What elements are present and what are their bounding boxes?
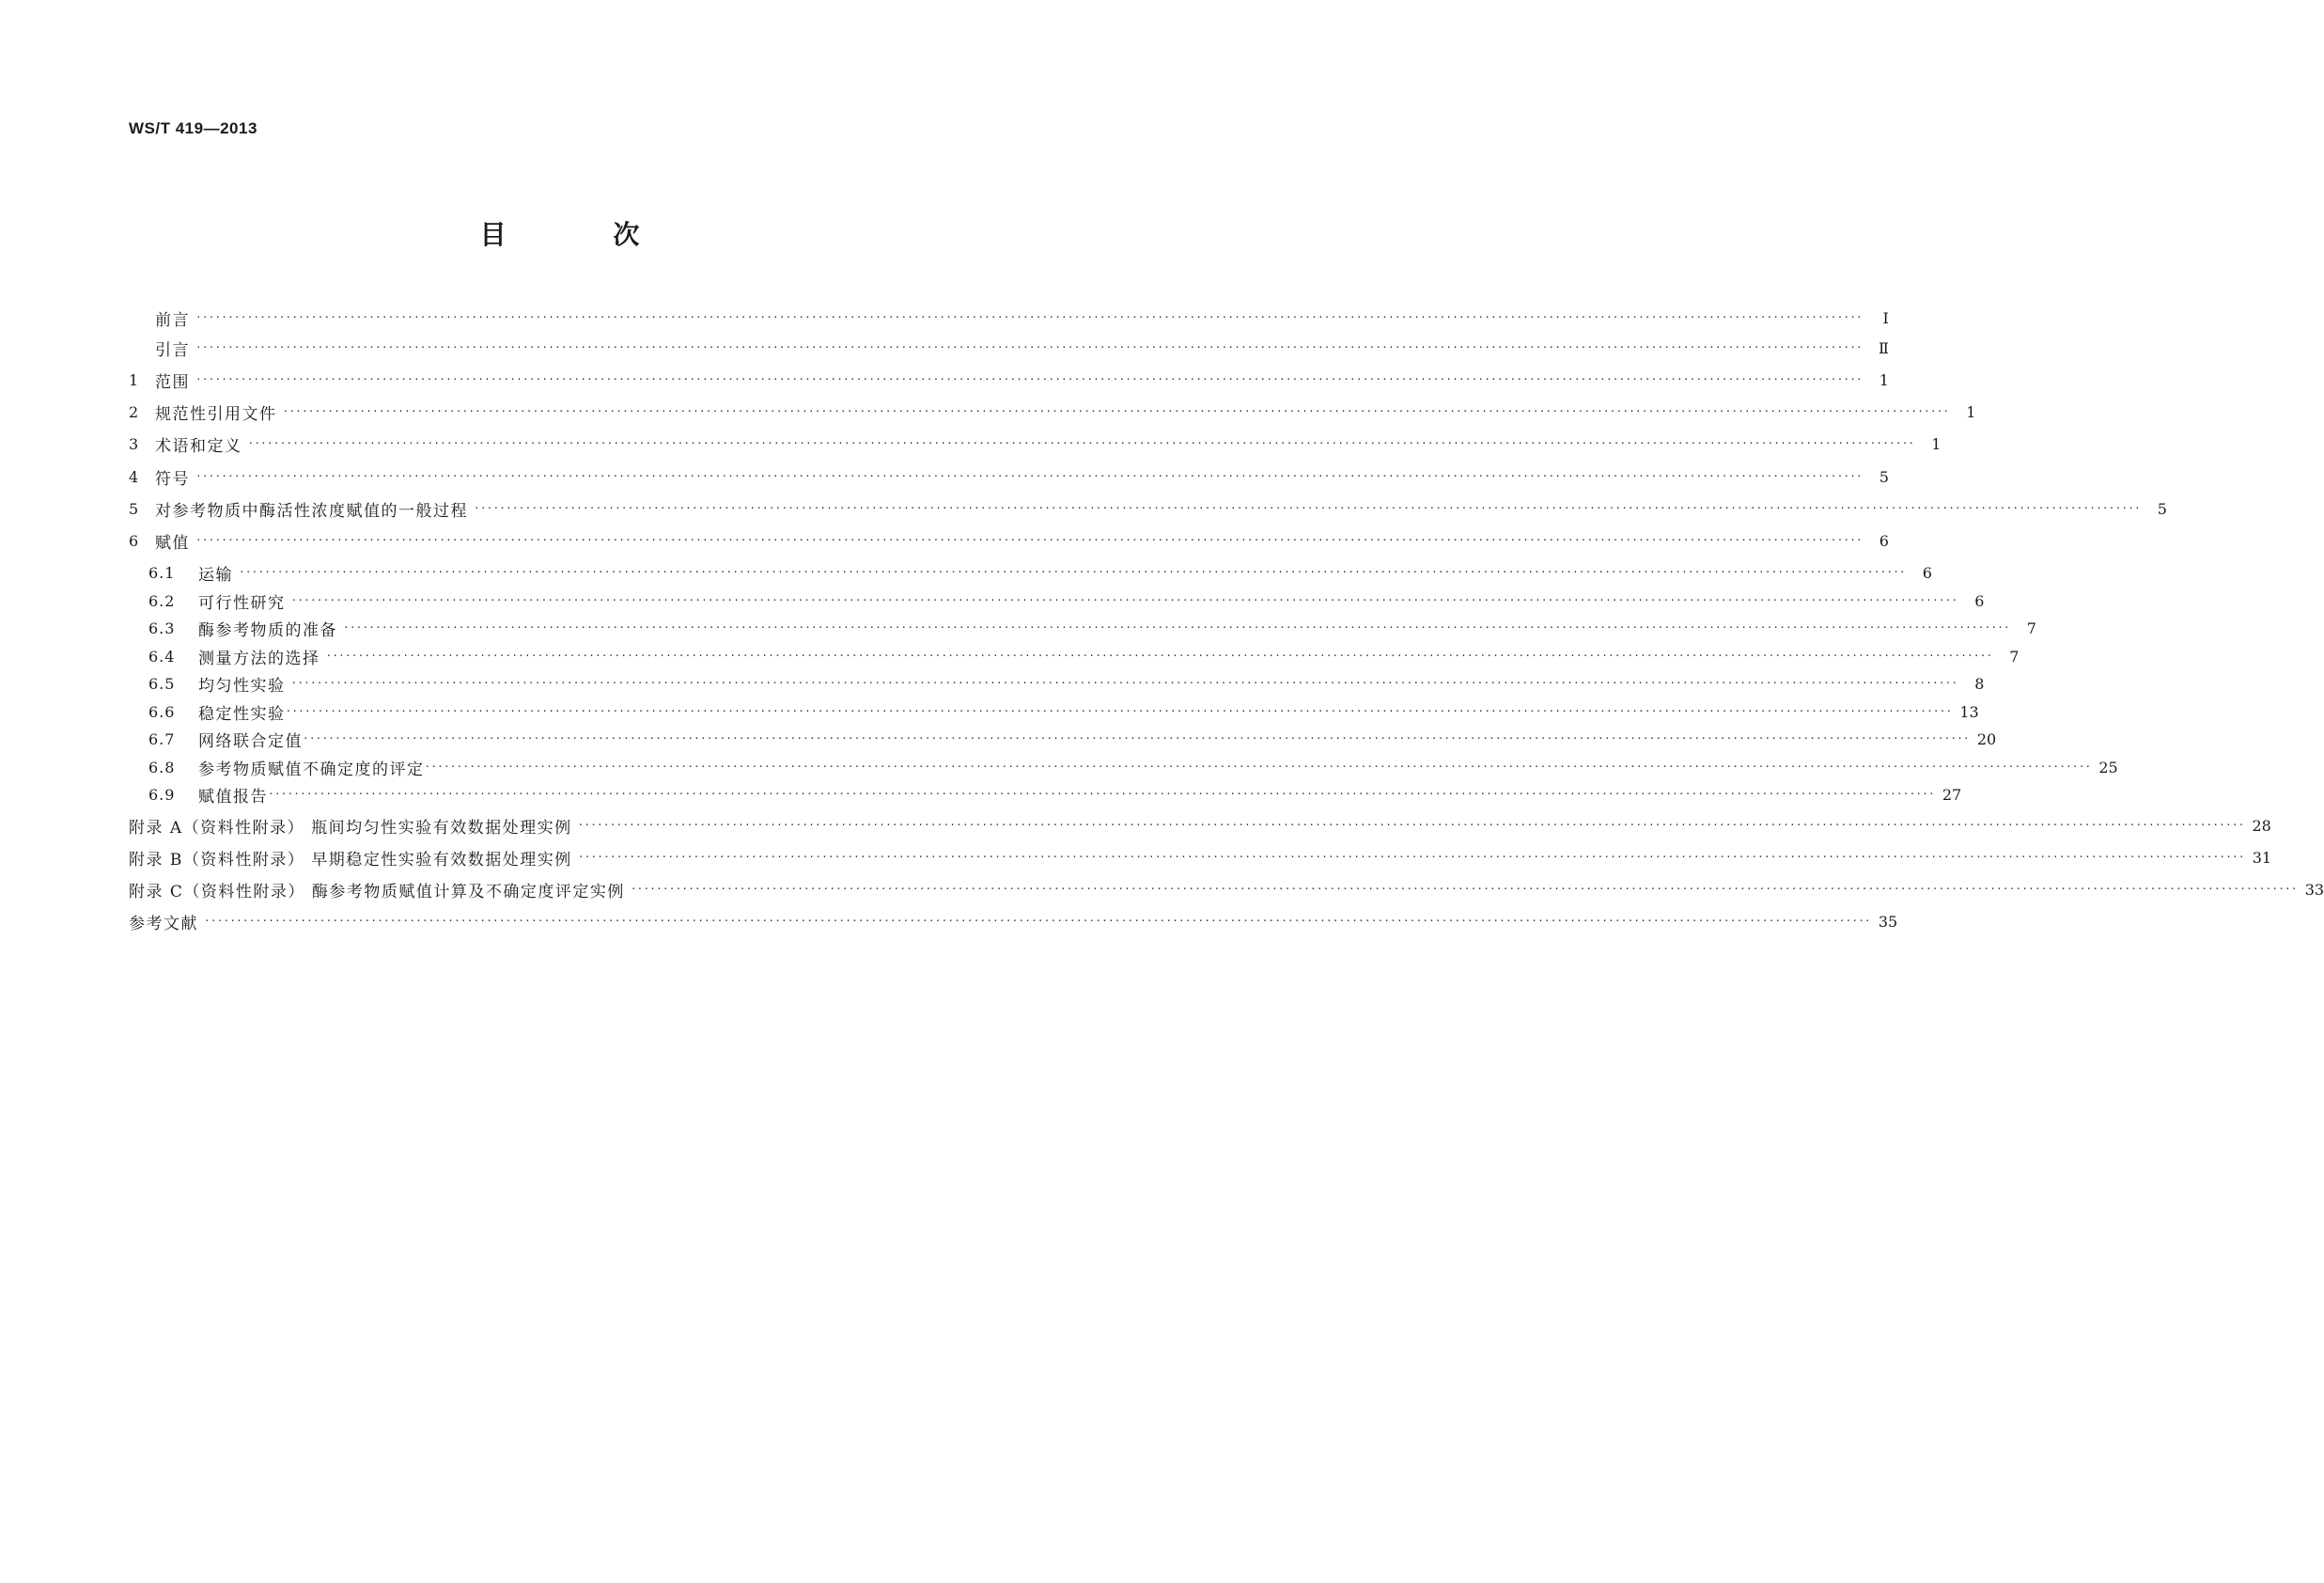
toc-page-number: 5	[2157, 499, 2167, 518]
toc-entry-5[interactable]	[129, 494, 2167, 523]
toc-label: 对参考物质中酶活性浓度赋值的一般过程	[155, 501, 468, 521]
toc-entry-6-8[interactable]	[148, 753, 2118, 781]
toc-number: 6.8	[148, 758, 176, 776]
toc-page-number: Ⅰ	[1882, 308, 1889, 327]
toc-page-number: 25	[2098, 758, 2118, 776]
dot-leader: ····································································································································································································································································	[247, 437, 1915, 449]
dot-leader: ····································································································································································································································································	[577, 851, 2245, 863]
toc-entry-6-5[interactable]	[148, 669, 1985, 697]
dot-leader: ····································································································································································································································································	[474, 502, 2141, 514]
dot-leader: ····································································································································································································································································	[195, 534, 1863, 546]
toc-label: 附录 A（资料性附录） 瓶间均匀性实验有效数据处理实例	[129, 818, 572, 838]
toc-number: 6	[129, 531, 139, 550]
toc-page-number: 7	[2009, 647, 2020, 666]
toc-page-number: 31	[2252, 848, 2272, 867]
toc-number: 4	[129, 467, 139, 486]
standard-code: WS/T 419—2013	[129, 119, 257, 137]
dot-leader: ····································································································································································································································································	[424, 760, 2092, 773]
toc-page-number: 1	[1931, 434, 1942, 453]
toc-entry-appendix-a[interactable]	[129, 811, 2271, 839]
toc-label: 网络联合定值	[198, 731, 303, 751]
toc-number: 2	[129, 402, 139, 421]
dot-leader: ····································································································································································································································································	[343, 621, 2010, 634]
toc-number: 6.6	[148, 702, 176, 721]
toc-page-number: 6	[1974, 591, 1985, 610]
dot-leader: ····································································································································································································································································	[195, 311, 1863, 323]
toc-page-number: 5	[1879, 467, 1889, 486]
toc-label: 赋值报告	[198, 787, 268, 807]
toc-entry-6-4[interactable]	[148, 642, 2020, 670]
toc-label: 可行性研究	[198, 593, 286, 613]
toc-label: 测量方法的选择	[198, 649, 320, 668]
toc-entry-3[interactable]	[129, 430, 1942, 458]
toc-label: 术语和定义	[155, 436, 242, 456]
dot-leader: ····································································································································································································································································	[577, 819, 2245, 831]
toc-entry-4[interactable]	[129, 462, 1889, 491]
toc-page-number: 1	[1879, 370, 1889, 389]
toc-label: 附录 C（资料性附录） 酶参考物质赋值计算及不确定度评定实例	[129, 882, 625, 901]
dot-leader: ····································································································································································································································································	[239, 566, 1906, 578]
toc-entry-6-3[interactable]	[148, 614, 2036, 642]
dot-leader: ····································································································································································································································································	[195, 470, 1863, 482]
toc-label: 酶参考物质的准备	[198, 620, 337, 640]
dot-leader: ····································································································································································································································································	[303, 732, 1970, 744]
toc-number: 6.2	[148, 591, 176, 610]
dot-leader: ····································································································································································································································································	[290, 594, 1958, 606]
toc-number: 6.1	[148, 563, 176, 582]
toc-label: 参考物质赋值不确定度的评定	[198, 760, 425, 779]
toc-page-number: 27	[1942, 785, 1962, 804]
toc-page-number: 20	[1976, 729, 1997, 748]
toc-number: 6.3	[148, 619, 176, 637]
toc-page-number: 6	[1879, 531, 1889, 550]
dot-leader: ····································································································································································································································································	[268, 788, 1935, 800]
dot-leader: ····································································································································································································································································	[195, 373, 1863, 385]
toc-number: 1	[129, 370, 139, 389]
toc-label: 参考文献	[129, 914, 198, 933]
toc-label: 附录 B（资料性附录） 早期稳定性实验有效数据处理实例	[129, 850, 572, 870]
toc-label: 引言	[155, 340, 190, 360]
toc-page-number: 1	[1966, 402, 1976, 421]
toc-number: 3	[129, 434, 139, 453]
toc-page-number: 13	[1959, 702, 1979, 721]
dot-leader: ····································································································································································································································································	[290, 677, 1958, 689]
toc-page-number: 7	[2026, 619, 2036, 637]
toc-entry-preface[interactable]	[129, 304, 1889, 332]
toc-page-number: 8	[1974, 674, 1985, 693]
dot-leader: ····································································································································································································································································	[285, 705, 1953, 717]
toc-label: 前言	[155, 310, 190, 330]
toc-entry-appendix-b[interactable]	[129, 843, 2272, 871]
toc-entry-6[interactable]	[129, 526, 1889, 555]
toc-page-number: 28	[2252, 816, 2271, 835]
toc-number: 6.5	[148, 674, 176, 693]
dot-leader: ····································································································································································································································································	[204, 915, 1871, 927]
page-title: 目 次	[479, 219, 689, 250]
toc-number: 6.4	[148, 647, 176, 666]
dot-leader: ····································································································································································································································································	[282, 405, 1950, 417]
toc-number: 5	[129, 499, 139, 518]
toc-entry-appendix-c[interactable]	[129, 875, 2324, 903]
toc-number: 6.7	[148, 729, 176, 748]
toc-page-number: 33	[2304, 880, 2324, 899]
toc-entry-1[interactable]	[129, 366, 1889, 394]
toc-entry-6-7[interactable]	[148, 725, 1997, 753]
toc-label: 范围	[155, 372, 190, 392]
toc-number: 6.9	[148, 785, 176, 804]
toc-label: 运输	[198, 565, 233, 585]
toc-entry-introduction[interactable]	[129, 334, 1889, 362]
toc-entry-6-9[interactable]	[148, 780, 1962, 808]
toc-label: 赋值	[155, 533, 190, 553]
toc-page-number: 6	[1922, 563, 1932, 582]
toc-label: 规范性引用文件	[155, 404, 277, 424]
toc-entry-2[interactable]	[129, 398, 1976, 426]
dot-leader: ····································································································································································································································································	[325, 650, 1993, 662]
toc-entry-6-6[interactable]	[148, 697, 1979, 726]
toc-label: 稳定性实验	[198, 704, 286, 724]
toc-entry-references[interactable]	[129, 907, 1898, 935]
toc-page-number: 35	[1878, 912, 1898, 931]
toc-entry-6-2[interactable]	[148, 587, 1985, 615]
toc-page-number: Ⅱ	[1879, 338, 1889, 357]
toc-label: 均匀性实验	[198, 676, 286, 696]
toc-entry-6-1[interactable]	[148, 558, 1932, 587]
dot-leader: ····································································································································································································································································	[195, 341, 1863, 353]
dot-leader: ····································································································································································································································································	[630, 883, 2298, 895]
toc-label: 符号	[155, 469, 190, 489]
